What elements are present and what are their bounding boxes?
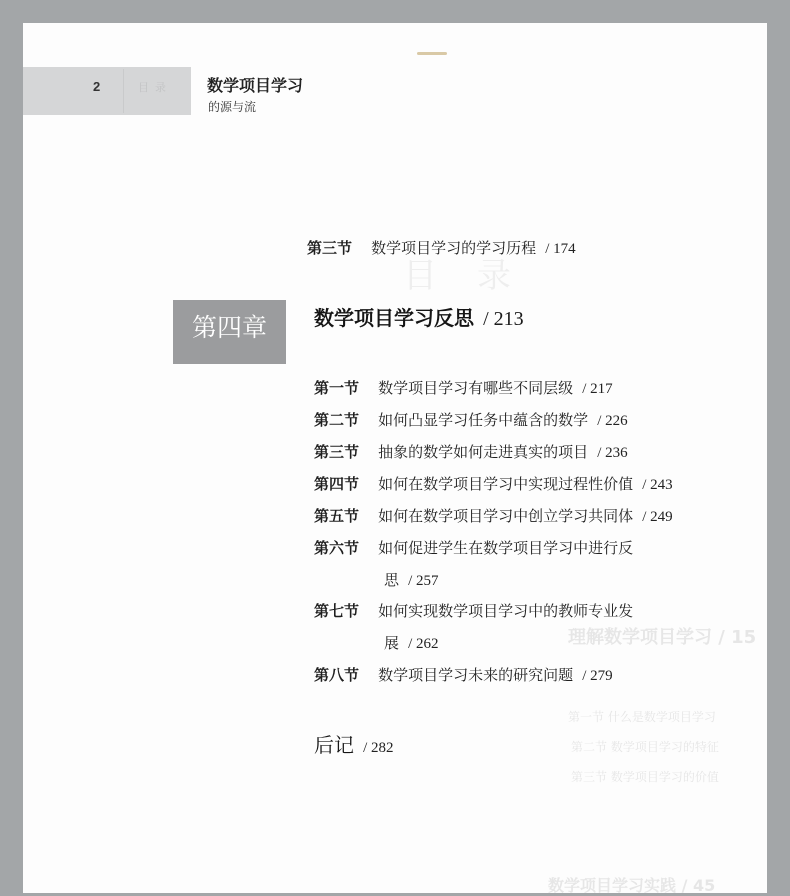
section-title: 抽象的数学如何走进真实的项目 [378, 443, 589, 461]
page-reference: / 236 [597, 445, 628, 461]
section-title: 如何实现数学项目学习中的教师专业发 [378, 602, 634, 620]
chapter-label-box [173, 300, 286, 364]
page-reference: / 213 [483, 308, 524, 330]
page-number: 2 [93, 79, 101, 94]
header-divider [123, 69, 124, 113]
page-smudge [417, 52, 447, 55]
toc-entry[interactable] [307, 237, 576, 258]
section-title: 如何凸显学习任务中蕴含的数学 [378, 411, 589, 429]
section-title-continuation: 展 [384, 634, 400, 652]
running-title: 数学项目学习 [207, 76, 304, 95]
toc-entry[interactable] [314, 377, 613, 398]
show-through-text: 第三节 数学项目学习的价值 [571, 770, 719, 784]
section-title: 如何在数学项目学习中实现过程性价值 [378, 475, 634, 493]
toc-entry[interactable] [314, 505, 673, 526]
page-reference: / 282 [363, 740, 394, 756]
section-label: 第五节 [314, 507, 360, 525]
page-reference: / 249 [642, 509, 673, 525]
running-subtitle: 的源与流 [208, 100, 257, 114]
section-label: 第六节 [314, 539, 360, 557]
toc-entry[interactable] [314, 537, 633, 558]
toc-entry-continuation[interactable] [384, 569, 439, 590]
chapter-entry[interactable] [314, 302, 524, 331]
section-title: 数学项目学习的学习历程 [371, 239, 537, 257]
page-reference: / 262 [408, 636, 439, 652]
page-reference: / 279 [582, 668, 613, 684]
chapter-title: 数学项目学习反思 [314, 306, 474, 330]
chapter-label: 第四章 [191, 313, 267, 342]
afterword-entry[interactable] [314, 729, 394, 758]
toc-entry[interactable] [314, 441, 628, 462]
page-reference: / 217 [582, 381, 613, 397]
show-through-heading: 目录 [403, 256, 551, 296]
section-label: 第二节 [314, 411, 360, 429]
section-title: 数学项目学习有哪些不同层级 [378, 379, 574, 397]
section-label: 第三节 [307, 239, 353, 257]
section-label: 第三节 [314, 443, 360, 461]
section-label: 第一节 [314, 379, 360, 397]
toc-entry-continuation[interactable] [384, 632, 439, 653]
toc-entry[interactable] [314, 600, 633, 621]
section-title: 如何在数学项目学习中创立学习共同体 [378, 507, 634, 525]
toc-entry[interactable] [314, 664, 613, 685]
section-label: 第八节 [314, 666, 360, 684]
section-label: 第四节 [314, 475, 360, 493]
show-through-text: 数学项目学习实践 / 45 [548, 876, 716, 895]
section-title: 如何促进学生在数学项目学习中进行反 [378, 539, 634, 557]
page-reference: / 257 [408, 573, 439, 589]
page-reference: / 243 [642, 477, 673, 493]
show-through-text: 理解数学项目学习 / 15 [568, 627, 757, 648]
toc-entry[interactable] [314, 409, 628, 430]
page-reference: / 174 [545, 241, 576, 257]
header-watermark: 目录 [138, 81, 172, 94]
toc-entry[interactable] [314, 473, 673, 494]
afterword-title: 后记 [314, 733, 354, 757]
section-title-continuation: 思 [384, 571, 400, 589]
show-through-text: 第二节 数学项目学习的特征 [571, 740, 719, 754]
section-label: 第七节 [314, 602, 360, 620]
show-through-text: 第一节 什么是数学项目学习 [568, 710, 716, 724]
section-title: 数学项目学习未来的研究问题 [378, 666, 574, 684]
page-reference: / 226 [597, 413, 628, 429]
book-page [23, 23, 767, 893]
